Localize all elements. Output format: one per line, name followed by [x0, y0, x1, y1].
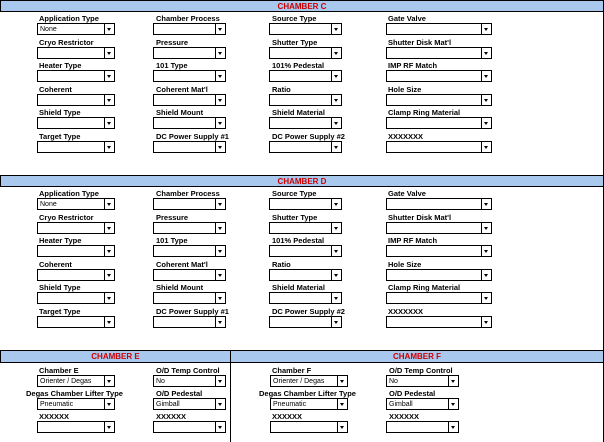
chamber_c-shield-material-label: Shield Material	[272, 108, 325, 117]
chamber_c-coherent-mat-l-label: Coherent Mat'l	[156, 84, 208, 94]
chevron-down-icon	[107, 52, 111, 55]
chamber_d-chamber-process-select[interactable]	[153, 198, 226, 210]
chamber_c-gate-valve-label: Gate Valve	[388, 14, 426, 23]
chamber_e-o-d-temp-control-selected-value: No	[156, 378, 165, 385]
chamber_f-xxxxxx-select[interactable]	[270, 421, 348, 433]
chevron-down-icon	[107, 380, 111, 383]
chamber_d-ratio-select[interactable]	[269, 269, 342, 281]
dropdown-button[interactable]	[215, 376, 225, 386]
chamber_d-target-type-select[interactable]	[37, 316, 115, 328]
dropdown-button[interactable]	[481, 246, 491, 256]
chamber_d-101-type-select[interactable]	[153, 245, 226, 257]
chevron-down-icon	[484, 297, 488, 300]
chevron-down-icon	[451, 426, 455, 429]
chamber_d-imp-rf-match-select[interactable]	[386, 245, 492, 257]
chevron-down-icon	[107, 99, 111, 102]
dropdown-button[interactable]	[215, 317, 225, 327]
chamber_c-target-type-label: Target Type	[39, 131, 81, 141]
chamber_c-source-type-label: Source Type	[272, 14, 317, 23]
chevron-down-icon	[107, 146, 111, 149]
chamber_d-gate-valve-label: Gate Valve	[388, 189, 426, 198]
chamber_c-chamber-process-select[interactable]	[153, 23, 226, 35]
chamber_c-cryo-restrictor-label: Cryo Restrictor	[39, 37, 94, 47]
chamber_f-xxxxxx-label: XXXXXX	[272, 412, 303, 421]
chamber_c-shutter-type-select[interactable]	[269, 47, 342, 59]
chamber_d-shutter-type-label: Shutter Type	[272, 212, 318, 222]
chevron-down-icon	[218, 203, 222, 206]
dropdown-button[interactable]	[481, 71, 491, 81]
dropdown-button[interactable]	[215, 48, 225, 58]
dropdown-button[interactable]	[104, 376, 114, 386]
chamber_c-imp-rf-match-label: IMP RF Match	[388, 61, 438, 70]
chevron-down-icon	[484, 146, 488, 149]
chamber_c-xxxxxxx-label: XXXXXXX	[388, 131, 424, 141]
chamber_c-application-type-select[interactable]	[37, 23, 115, 35]
chevron-down-icon	[484, 203, 488, 206]
chevron-down-icon	[340, 426, 344, 429]
dropdown-button[interactable]	[481, 199, 491, 209]
chamber_c-pressure-label: Pressure	[156, 37, 189, 47]
chamber_e-degas-chamber-lifter-type-selected-value: Pneumatic	[40, 401, 74, 408]
chamber_c-shutter-type-label: Shutter Type	[272, 37, 318, 47]
chamber_c-pressure-select[interactable]	[153, 47, 226, 59]
chamber_c-shutter-disk-mat-l-label: Shutter Disk Mat'l	[388, 37, 452, 47]
dropdown-button[interactable]	[331, 317, 341, 327]
dropdown-button[interactable]	[215, 246, 225, 256]
dropdown-button[interactable]	[331, 118, 341, 128]
chevron-down-icon	[334, 75, 338, 78]
chevron-down-icon	[451, 380, 455, 383]
chamber_d-shutter-disk-mat-l-select[interactable]	[386, 222, 492, 234]
chamber_c-xxxxxxx-select[interactable]	[386, 141, 492, 153]
chamber_d-pressure-select[interactable]	[153, 222, 226, 234]
dropdown-button[interactable]	[104, 199, 114, 209]
chamber_e-xxxxxx-select[interactable]	[37, 421, 115, 433]
chamber_e-chamber-e-selected-value: Orienter / Degas	[40, 378, 92, 385]
dropdown-button[interactable]	[481, 24, 491, 34]
chamber_c-clamp-ring-material-label: Clamp Ring Material	[388, 108, 461, 117]
chevron-down-icon	[218, 274, 222, 277]
chamber_c-shutter-disk-mat-l-select[interactable]	[386, 47, 492, 59]
chamber_d-coherent-label: Coherent	[39, 259, 72, 269]
chevron-down-icon	[218, 297, 222, 300]
chevron-down-icon	[218, 321, 222, 324]
chevron-down-icon	[484, 99, 488, 102]
chamber_f-chamber-f-label: Chamber F	[272, 366, 312, 375]
chamber_c-shield-mount-select[interactable]	[153, 117, 226, 129]
dropdown-button[interactable]	[481, 270, 491, 280]
chamber_e-o-d-pedestal-selected-value: Gimball	[156, 401, 180, 408]
chamber_d-source-type-label: Source Type	[272, 189, 317, 198]
chevron-down-icon	[334, 99, 338, 102]
chamber_d-clamp-ring-material-select[interactable]	[386, 292, 492, 304]
chamber_c-coherent-mat-l-select[interactable]	[153, 94, 226, 106]
chamber_c-coherent-select[interactable]	[37, 94, 115, 106]
chamber_d-shield-mount-label: Shield Mount	[156, 283, 204, 292]
chamber_d-coherent-mat-l-select[interactable]	[153, 269, 226, 281]
chevron-down-icon	[334, 28, 338, 31]
chevron-down-icon	[107, 75, 111, 78]
chamber_d-dc-power-supply-1-select[interactable]	[153, 316, 226, 328]
dropdown-button[interactable]	[104, 293, 114, 303]
chevron-down-icon	[218, 426, 222, 429]
chamber_f-degas-chamber-lifter-type-selected-value: Pneumatic	[273, 401, 307, 408]
dropdown-button[interactable]	[215, 422, 225, 432]
chevron-down-icon	[107, 321, 111, 324]
dropdown-button[interactable]	[481, 95, 491, 105]
chamber_d-application-type-label: Application Type	[39, 189, 99, 198]
chevron-down-icon	[218, 403, 222, 406]
chamber_c-heater-type-select[interactable]	[37, 70, 115, 82]
chamber-c-title: CHAMBER C	[277, 2, 327, 11]
chevron-down-icon	[218, 250, 222, 253]
chamber_d-application-type-selected-value: None	[40, 201, 57, 208]
chamber_e-xxxxxx-select[interactable]	[153, 421, 226, 433]
chevron-down-icon	[484, 122, 488, 125]
chamber-d-title: CHAMBER D	[277, 177, 327, 186]
chevron-down-icon	[218, 146, 222, 149]
chevron-down-icon	[484, 227, 488, 230]
chamber_d-application-type-select[interactable]	[37, 198, 115, 210]
chamber_d-xxxxxxx-label: XXXXXXX	[388, 306, 424, 316]
chamber_e-chamber-e-label: Chamber E	[39, 366, 79, 375]
chamber_c-shield-material-select[interactable]	[269, 117, 342, 129]
chamber_c-101-pedestal-label: 101% Pedestal	[272, 61, 325, 70]
chamber_e-degas-chamber-lifter-type-select[interactable]	[37, 398, 115, 410]
chamber_f-o-d-pedestal-label: O/D Pedestal	[389, 389, 436, 398]
chamber_c-shield-type-select[interactable]	[37, 117, 115, 129]
chevron-down-icon	[484, 321, 488, 324]
dropdown-button[interactable]	[104, 399, 114, 409]
chamber_c-coherent-label: Coherent	[39, 84, 72, 94]
chevron-down-icon	[107, 403, 111, 406]
chevron-down-icon	[107, 203, 111, 206]
dropdown-button[interactable]	[215, 142, 225, 152]
dropdown-button[interactable]	[331, 293, 341, 303]
chevron-down-icon	[484, 28, 488, 31]
dropdown-button[interactable]	[331, 48, 341, 58]
chevron-down-icon	[218, 75, 222, 78]
chevron-down-icon	[107, 28, 111, 31]
chevron-down-icon	[484, 75, 488, 78]
dropdown-button[interactable]	[215, 399, 225, 409]
chamber-c-header	[0, 0, 604, 12]
chamber_c-101-type-select[interactable]	[153, 70, 226, 82]
chamber_c-hole-size-select[interactable]	[386, 94, 492, 106]
chamber_c-101-pedestal-select[interactable]	[269, 70, 342, 82]
dropdown-button[interactable]	[331, 270, 341, 280]
chamber_c-dc-power-supply-2-select[interactable]	[269, 141, 342, 153]
chevron-down-icon	[107, 227, 111, 230]
chamber_e-degas-chamber-lifter-type-label: Degas Chamber Lifter Type	[26, 389, 123, 398]
chevron-down-icon	[334, 203, 338, 206]
chamber_d-coherent-mat-l-label: Coherent Mat'l	[156, 259, 208, 269]
chamber_d-shield-type-select[interactable]	[37, 292, 115, 304]
chamber_d-shield-mount-select[interactable]	[153, 292, 226, 304]
dropdown-button[interactable]	[337, 399, 347, 409]
chevron-down-icon	[334, 122, 338, 125]
chamber_d-xxxxxxx-select[interactable]	[386, 316, 492, 328]
dropdown-button[interactable]	[448, 422, 458, 432]
chamber_d-imp-rf-match-label: IMP RF Match	[388, 236, 438, 245]
dropdown-button[interactable]	[481, 293, 491, 303]
chamber_e-xxxxxx-label: XXXXXX	[156, 412, 187, 421]
dropdown-button[interactable]	[331, 95, 341, 105]
chamber_c-ratio-label: Ratio	[272, 84, 291, 94]
chevron-down-icon	[107, 297, 111, 300]
chevron-down-icon	[334, 250, 338, 253]
chamber_c-application-type-selected-value: None	[40, 26, 57, 33]
chevron-down-icon	[218, 28, 222, 31]
chamber_f-xxxxxx-label: XXXXXX	[389, 412, 420, 421]
chevron-down-icon	[218, 122, 222, 125]
chamber_d-dc-power-supply-1-label: DC Power Supply #1	[156, 306, 229, 316]
chamber_d-shield-material-select[interactable]	[269, 292, 342, 304]
chevron-down-icon	[334, 52, 338, 55]
chevron-down-icon	[334, 297, 338, 300]
chamber-d-header	[0, 175, 604, 187]
dropdown-button[interactable]	[481, 118, 491, 128]
dropdown-button[interactable]	[448, 376, 458, 386]
chevron-down-icon	[107, 122, 111, 125]
dropdown-button[interactable]	[104, 317, 114, 327]
chamber_e-xxxxxx-label: XXXXXX	[39, 412, 70, 421]
dropdown-button[interactable]	[215, 270, 225, 280]
chamber_c-clamp-ring-material-select[interactable]	[386, 117, 492, 129]
dropdown-button[interactable]	[481, 142, 491, 152]
chamber_f-degas-chamber-lifter-type-select[interactable]	[270, 398, 348, 410]
chamber_d-gate-valve-select[interactable]	[386, 198, 492, 210]
dropdown-button[interactable]	[215, 95, 225, 105]
dropdown-button[interactable]	[104, 422, 114, 432]
chamber_c-target-type-select[interactable]	[37, 141, 115, 153]
chevron-down-icon	[484, 274, 488, 277]
chamber_d-101-pedestal-label: 101% Pedestal	[272, 236, 325, 245]
dropdown-button[interactable]	[215, 293, 225, 303]
chevron-down-icon	[218, 99, 222, 102]
chamber-e-f-divider	[230, 350, 231, 442]
chamber_d-hole-size-select[interactable]	[386, 269, 492, 281]
chamber_c-source-type-select[interactable]	[269, 23, 342, 35]
dropdown-button[interactable]	[104, 270, 114, 280]
chevron-down-icon	[334, 227, 338, 230]
dropdown-button[interactable]	[104, 95, 114, 105]
chamber_c-gate-valve-select[interactable]	[386, 23, 492, 35]
chamber_e-chamber-e-select[interactable]	[37, 375, 115, 387]
chamber_f-degas-chamber-lifter-type-label: Degas Chamber Lifter Type	[259, 389, 356, 398]
chamber_f-o-d-temp-control-selected-value: No	[389, 378, 398, 385]
dropdown-button[interactable]	[104, 246, 114, 256]
chamber_c-shield-mount-label: Shield Mount	[156, 108, 204, 117]
chevron-down-icon	[451, 403, 455, 406]
chamber_e-o-d-pedestal-select[interactable]	[153, 398, 226, 410]
chamber_f-chamber-f-select[interactable]	[270, 375, 348, 387]
chevron-down-icon	[334, 274, 338, 277]
chamber_d-dc-power-supply-2-label: DC Power Supply #2	[272, 306, 345, 316]
dropdown-button[interactable]	[481, 223, 491, 233]
chamber_c-imp-rf-match-select[interactable]	[386, 70, 492, 82]
chamber_d-cryo-restrictor-select[interactable]	[37, 222, 115, 234]
dropdown-button[interactable]	[104, 142, 114, 152]
dropdown-button[interactable]	[481, 317, 491, 327]
dropdown-button[interactable]	[104, 24, 114, 34]
chevron-down-icon	[218, 227, 222, 230]
dropdown-button[interactable]	[448, 399, 458, 409]
chevron-down-icon	[340, 403, 344, 406]
chamber_d-101-pedestal-select[interactable]	[269, 245, 342, 257]
chamber_d-shutter-disk-mat-l-label: Shutter Disk Mat'l	[388, 212, 452, 222]
chamber_d-heater-type-select[interactable]	[37, 245, 115, 257]
chamber_d-dc-power-supply-2-select[interactable]	[269, 316, 342, 328]
dropdown-button[interactable]	[331, 223, 341, 233]
dropdown-button[interactable]	[104, 118, 114, 128]
chevron-down-icon	[334, 146, 338, 149]
chamber_d-pressure-label: Pressure	[156, 212, 189, 222]
dropdown-button[interactable]	[481, 48, 491, 58]
chamber_c-101-type-label: 101 Type	[156, 61, 188, 70]
chamber_d-ratio-label: Ratio	[272, 259, 291, 269]
dropdown-button[interactable]	[331, 199, 341, 209]
chamber_d-heater-type-label: Heater Type	[39, 236, 82, 245]
chamber_c-dc-power-supply-1-label: DC Power Supply #1	[156, 131, 229, 141]
chamber_d-shield-material-label: Shield Material	[272, 283, 325, 292]
chamber_f-chamber-f-selected-value: Orienter / Degas	[273, 378, 325, 385]
chamber_e-o-d-temp-control-select[interactable]	[153, 375, 226, 387]
chamber_f-o-d-pedestal-selected-value: Gimball	[389, 401, 413, 408]
chevron-down-icon	[107, 274, 111, 277]
chevron-down-icon	[218, 380, 222, 383]
chamber_f-o-d-temp-control-select[interactable]	[386, 375, 459, 387]
chamber_c-application-type-label: Application Type	[39, 14, 99, 23]
chevron-down-icon	[218, 52, 222, 55]
chamber_e-o-d-pedestal-label: O/D Pedestal	[156, 389, 203, 398]
chamber_c-dc-power-supply-2-label: DC Power Supply #2	[272, 131, 345, 141]
chamber_c-heater-type-label: Heater Type	[39, 61, 82, 70]
chamber_f-xxxxxx-select[interactable]	[386, 421, 459, 433]
dropdown-button[interactable]	[215, 199, 225, 209]
chamber_d-101-type-label: 101 Type	[156, 236, 188, 245]
chamber_d-shield-type-label: Shield Type	[39, 283, 81, 292]
dropdown-button[interactable]	[215, 223, 225, 233]
chamber_c-ratio-select[interactable]	[269, 94, 342, 106]
dropdown-button[interactable]	[104, 71, 114, 81]
chamber_d-cryo-restrictor-label: Cryo Restrictor	[39, 212, 94, 222]
chamber_c-cryo-restrictor-select[interactable]	[37, 47, 115, 59]
dropdown-button[interactable]	[331, 24, 341, 34]
chamber-e-header	[0, 350, 231, 363]
dropdown-button[interactable]	[215, 71, 225, 81]
chevron-down-icon	[484, 52, 488, 55]
chevron-down-icon	[107, 426, 111, 429]
chamber_d-target-type-label: Target Type	[39, 306, 81, 316]
chamber-f-header	[230, 350, 604, 363]
dropdown-button[interactable]	[104, 223, 114, 233]
chamber-e-title: CHAMBER E	[91, 352, 140, 361]
dropdown-button[interactable]	[337, 376, 347, 386]
chamber_f-o-d-temp-control-label: O/D Temp Control	[389, 366, 453, 375]
chamber_c-hole-size-label: Hole Size	[388, 84, 422, 94]
chevron-down-icon	[107, 250, 111, 253]
chamber_c-chamber-process-label: Chamber Process	[156, 14, 220, 23]
chamber_d-clamp-ring-material-label: Clamp Ring Material	[388, 283, 461, 292]
chevron-down-icon	[334, 321, 338, 324]
chamber_c-dc-power-supply-1-select[interactable]	[153, 141, 226, 153]
chamber_d-hole-size-label: Hole Size	[388, 259, 422, 269]
dropdown-button[interactable]	[337, 422, 347, 432]
dropdown-button[interactable]	[331, 246, 341, 256]
chamber_d-source-type-select[interactable]	[269, 198, 342, 210]
dropdown-button[interactable]	[331, 71, 341, 81]
chamber_d-shutter-type-select[interactable]	[269, 222, 342, 234]
chevron-down-icon	[340, 380, 344, 383]
dropdown-button[interactable]	[331, 142, 341, 152]
dropdown-button[interactable]	[104, 48, 114, 58]
chamber_d-chamber-process-label: Chamber Process	[156, 189, 220, 198]
chamber-f-title: CHAMBER F	[393, 352, 441, 361]
dropdown-button[interactable]	[215, 24, 225, 34]
chamber_e-o-d-temp-control-label: O/D Temp Control	[156, 366, 220, 375]
chamber_d-coherent-select[interactable]	[37, 269, 115, 281]
chamber_c-shield-type-label: Shield Type	[39, 108, 81, 117]
chamber_f-o-d-pedestal-select[interactable]	[386, 398, 459, 410]
chevron-down-icon	[484, 250, 488, 253]
dropdown-button[interactable]	[215, 118, 225, 128]
